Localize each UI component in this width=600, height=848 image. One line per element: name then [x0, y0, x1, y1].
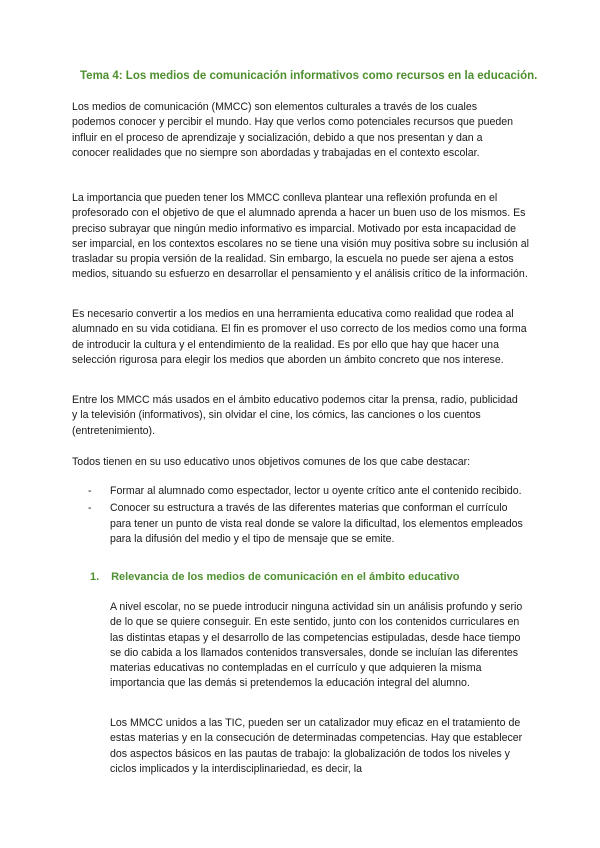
list-item-text: Conocer su estructura a través de las diferentes materias que conforman el currículo para tener un punto de vista real donde se valore la dificultad, los elementos empleados para la difusión del medio y el tipo de mensaje que se emite. [110, 502, 523, 545]
list-item [88, 484, 528, 499]
paragraph-objectives-intro: Todos tienen en su uso educativo unos objetivos comunes de los que cabe destacar: [72, 456, 471, 468]
list-item-text: Formar al alumnado como espectador, lector u oyente crítico ante el contenido recibido. [110, 485, 522, 497]
list-item [88, 501, 528, 547]
bullet-marker: - [88, 502, 92, 515]
document-title: Tema 4: Los medios de comunicación informativos como recursos en la educación. [80, 70, 538, 82]
paragraph-intro: Los medios de comunicación (MMCC) son elementos culturales a través de los cuales podemos conocer y percibir el mundo. Hay que verlos como potenciales recursos que pueden influir en el proceso de aprendizaje y socialización, debido a que nos presentan y dan a conocer realidades que no siempre son abordadas y trabajadas en el contexto escolar. [72, 101, 514, 159]
section-heading [90, 571, 460, 583]
section-paragraph-school-level: A nivel escolar, no se puede introducir ninguna actividad sin un análisis profundo y serio de lo que se quiere conseguir. En este sentido, junto con los contenidos curriculares en las distintas etapas y el desarrollo de las competencias estipuladas, desde hace tiempo se dio cabida a los llamados contenidos transversales, donde se incluían las diferentes materias educativas no contempladas en el currículo y que adquieren la misma importancia que las demás si pretendemos la educación integral del alumno. [110, 601, 523, 690]
bullet-marker: - [88, 485, 92, 497]
section-heading-text: Relevancia de los medios de comunicación en el ámbito educativo [111, 571, 460, 583]
paragraph-importance: La importancia que pueden tener los MMCC conlleva plantear una reflexión profunda en el profesorado con el objetivo de que el alumnado aprenda a hacer un buen uso de los mismos. Es preciso subrayar que ningún medio informativo es imparcial. Motivado por esta incapacidad de ser imparcial, en los contextos escolares no se tiene una visión muy positiva sobre su inclusión al trasladar su propia versión de la realidad. Sin embargo, la escuela no puede ser ajena a estos medios, situando su esfuerzo en desarrollar el pensamiento y el análisis crítico de la información. [72, 192, 529, 281]
paragraph-media-types: Entre los MMCC más usados en el ámbito educativo podemos citar la prensa, radio, publicidad y la televisión (informativos), sin olvidar el cine, los cómics, las canciones o los cuentos (entretenimiento). [72, 394, 518, 437]
section-paragraph-mmcc-tic: Los MMCC unidos a las TIC, pueden ser un catalizador muy eficaz en el tratamiento de estas materias y en la consecución de determinadas competencias. Hay que establecer dos aspectos básicos en las pautas de trabajo: la globalización de todos los niveles y ciclos implicados y la interdisciplinariedad, es decir, la [110, 717, 523, 775]
section-number: 1. [90, 571, 100, 583]
paragraph-educational-tool: Es necesario convertir a los medios en una herramienta educativa como realidad que rodea al alumnado en su vida cotidiana. El fin es promover el uso correcto de los medios como una forma de introducir la cultura y el entendimiento de la realidad. Es por ello que hay que hacer una selección rigurosa para elegir los medios que aborden un ámbito concreto que nos interese. [72, 308, 527, 366]
objectives-list [88, 484, 528, 549]
